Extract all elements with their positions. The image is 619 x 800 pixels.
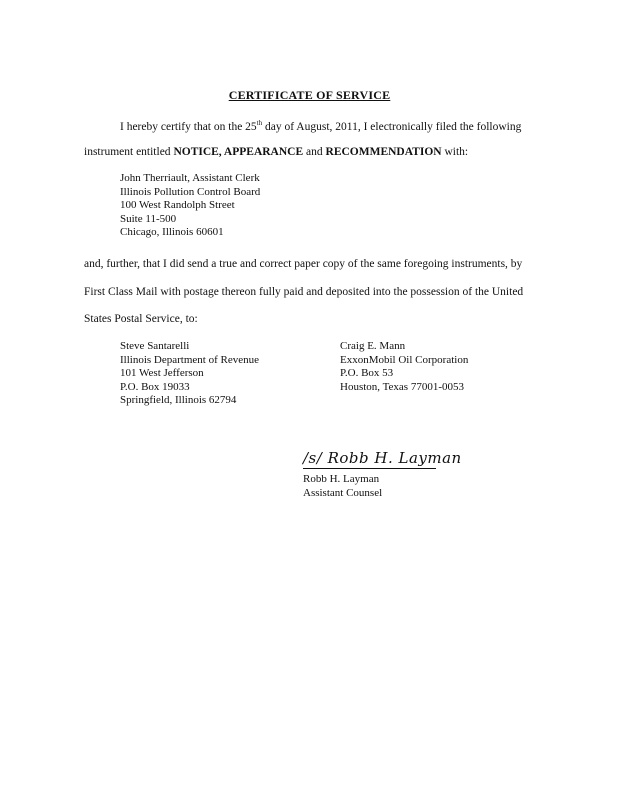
instrument-suffix: with: — [441, 146, 469, 158]
address-line: 100 West Randolph Street — [120, 199, 235, 211]
address-line: Steve Santarelli — [120, 340, 190, 352]
address-line: Chicago, Illinois 60601 — [120, 226, 224, 238]
signer-name: Robb H. Layman — [303, 473, 380, 485]
address-line: Suite 11-500 — [120, 212, 177, 225]
date-suffix: th — [256, 119, 263, 127]
address-line: P.O. Box 19033 — [120, 380, 190, 393]
address-block-clerk — [120, 172, 260, 240]
address-block-exxon — [340, 340, 468, 394]
address-line: Springfield, Illinois 62794 — [120, 394, 237, 406]
instrument-title-2: RECOMMENDATION — [325, 146, 442, 158]
certify-text-end: day of August, 2011, I electronically filed the following — [262, 120, 522, 133]
address-line: Houston, Texas 77001-0053 — [340, 380, 464, 393]
address-block-revenue — [120, 340, 259, 408]
address-line: ExxonMobil Oil Corporation — [340, 353, 469, 366]
address-line: 101 West Jefferson — [120, 367, 204, 379]
signature-block — [303, 473, 382, 500]
address-line: Illinois Pollution Control Board — [120, 185, 261, 198]
signer-role: Assistant Counsel — [303, 486, 383, 499]
signature-script: /s/ Robb H. Layman — [303, 449, 462, 467]
document-title: CERTIFICATE OF SERVICE — [228, 88, 391, 102]
body-line-1: and, further, that I did send a true and correct paper copy of the same foregoing instruments, by — [84, 258, 523, 270]
address-line: Illinois Department of Revenue — [120, 353, 259, 366]
certify-line — [120, 119, 521, 133]
body-line-2: First Class Mail with postage thereon fully paid and deposited into the possession of the United — [84, 286, 524, 298]
address-line: John Therriault, Assistant Clerk — [120, 172, 260, 184]
instrument-and: and — [303, 146, 326, 158]
address-line: P.O. Box 53 — [340, 367, 394, 379]
instrument-line — [84, 146, 468, 158]
certify-text-start: I hereby certify that on the 25 — [120, 120, 257, 133]
instrument-title-1: NOTICE, APPEARANCE — [173, 146, 304, 158]
address-line: Craig E. Mann — [340, 340, 406, 352]
instrument-prefix: instrument entitled — [84, 146, 174, 158]
signature-rule — [303, 468, 436, 469]
body-line-3: States Postal Service, to: — [84, 313, 198, 325]
